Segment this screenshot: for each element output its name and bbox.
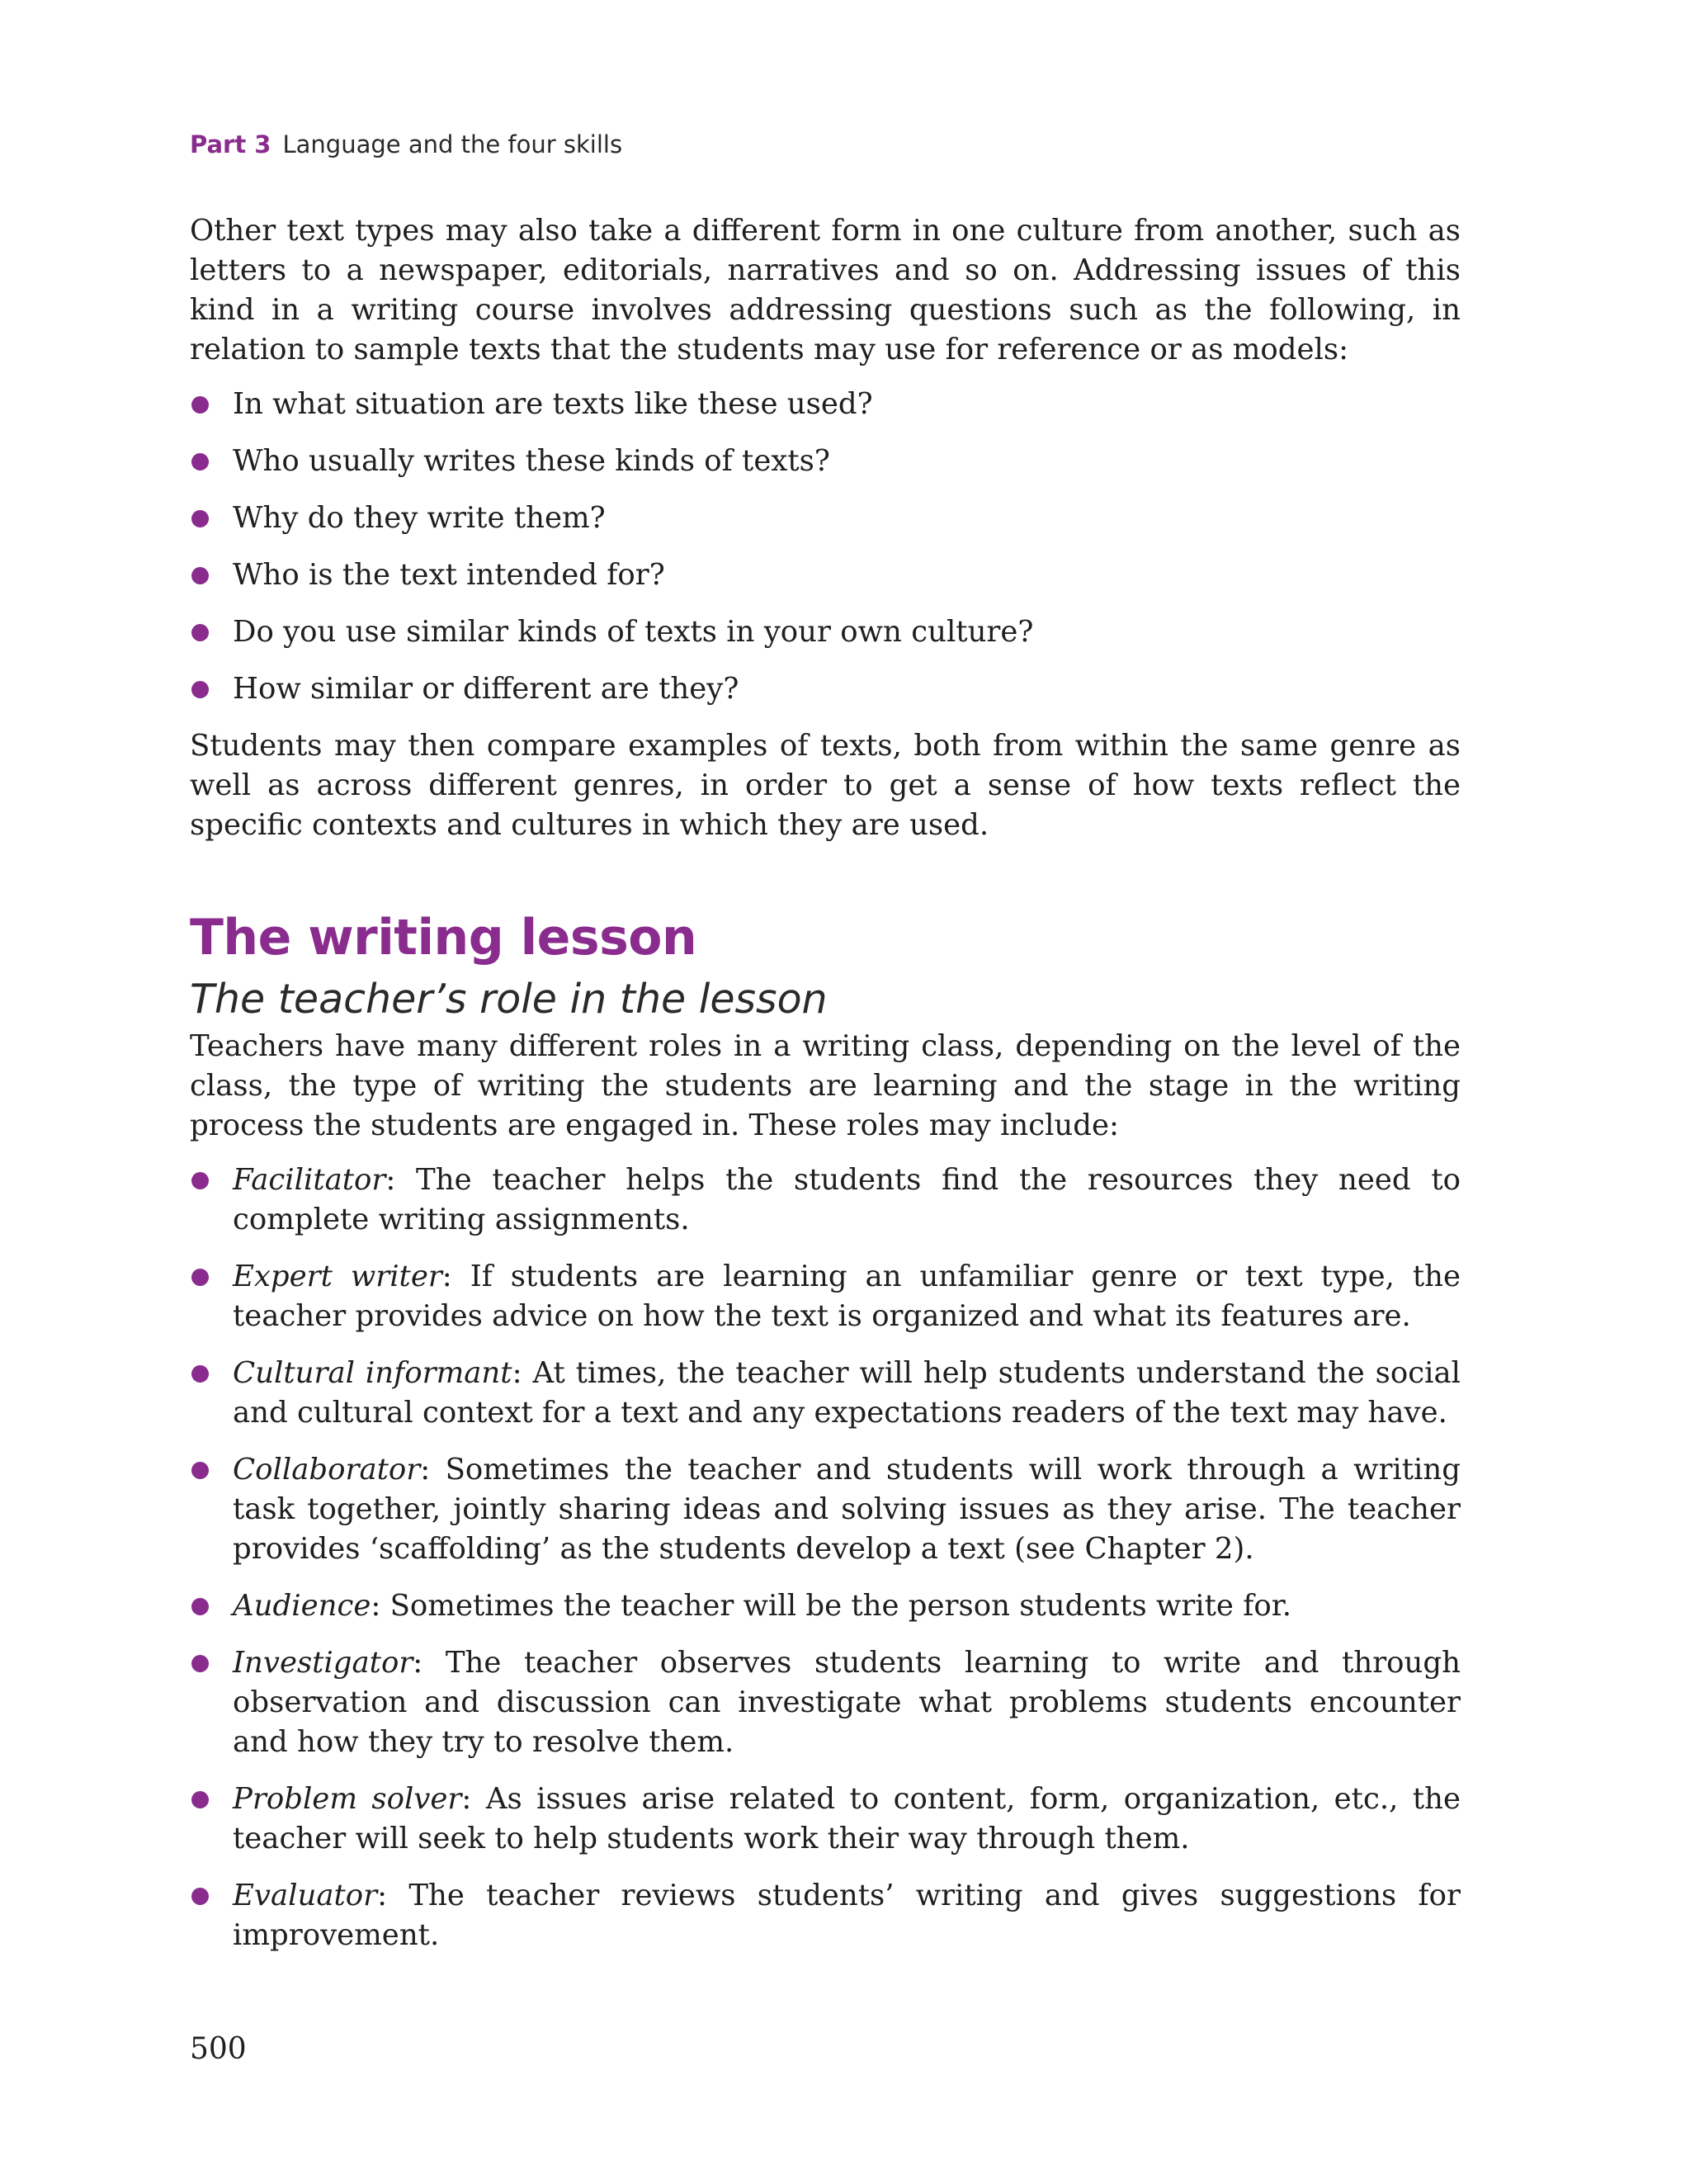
list-item	[190, 555, 1461, 595]
role-description: : Sometimes the teacher and students will work through a writing task together, jointly sharing ideas and solving issues as they arise. The teacher provides ‘scaffolding’ as the students develop a text (see Chapter 2).	[233, 1453, 1461, 1566]
roles-intro-paragraph: Teachers have many different roles in a writing class, depending on the level of the class, the type of writing the students are learning and the stage in the writing process the students are engaged in. These roles may include:	[190, 1029, 1461, 1142]
role-term: Cultural informant	[233, 1356, 512, 1390]
list-item	[190, 1586, 1461, 1626]
question-text: Why do they write them?	[233, 501, 606, 535]
role-term: Problem solver	[233, 1782, 462, 1816]
question-list	[190, 385, 1461, 709]
list-item	[190, 1876, 1461, 1955]
bullet-icon	[191, 1365, 209, 1383]
list-item	[190, 1161, 1461, 1240]
running-head-title: Language and the four skills	[282, 130, 623, 158]
page-number: 500	[190, 2032, 247, 2066]
bullet-icon	[191, 510, 209, 527]
question-text: Who is the text intended for?	[233, 558, 665, 592]
bullet-icon	[191, 1172, 209, 1189]
bullet-icon	[191, 453, 209, 470]
section-heading: The writing lesson	[190, 909, 697, 967]
page-content	[190, 211, 1461, 1973]
list-item	[190, 612, 1461, 652]
bullet-icon	[191, 1269, 209, 1286]
roles-list	[190, 1161, 1461, 1955]
question-text: Do you use similar kinds of texts in your own culture?	[233, 615, 1034, 649]
role-description: : The teacher reviews students’ writing and gives suggestions for improvement.	[233, 1879, 1461, 1952]
list-item	[190, 669, 1461, 709]
bullet-icon	[191, 1462, 209, 1479]
role-description: : Sometimes the teacher will be the person students write for.	[371, 1589, 1292, 1623]
running-head	[190, 130, 622, 158]
role-term: Investigator	[233, 1646, 413, 1680]
bullet-icon	[191, 681, 209, 698]
bullet-icon	[191, 1655, 209, 1672]
role-description: : As issues arise related to content, form, organization, etc., the teacher will seek to help students work their way through them.	[233, 1782, 1461, 1855]
bullet-icon	[191, 567, 209, 584]
bullet-icon	[191, 1791, 209, 1808]
role-description: : At times, the teacher will help students understand the social and cultural context for a text and any expectations readers of the text may have.	[233, 1356, 1461, 1430]
list-item	[190, 385, 1461, 424]
list-item	[190, 442, 1461, 481]
bullet-icon	[191, 1598, 209, 1615]
list-item	[190, 1780, 1461, 1859]
role-term: Facilitator	[233, 1163, 386, 1197]
list-item	[190, 1354, 1461, 1433]
role-term: Collaborator	[233, 1453, 421, 1487]
question-text: How similar or different are they?	[233, 672, 739, 706]
bullet-icon	[191, 1888, 209, 1905]
role-term: Expert writer	[233, 1260, 442, 1293]
role-description: : If students are learning an unfamiliar genre or text type, the teacher provides advice on how the text is organized and what its features are.	[233, 1260, 1461, 1333]
question-text: Who usually writes these kinds of texts?	[233, 444, 830, 478]
intro-paragraph: Other text types may also take a different form in one culture from another, such as letters to a newspaper, editorials, narratives and so on. Addressing issues of this kind in a writing course involves addressing questions such as the following, in relation to sample texts that the students may use for reference or as models:	[190, 214, 1461, 366]
role-term: Audience	[233, 1589, 371, 1623]
list-item	[190, 499, 1461, 538]
role-term: Evaluator	[233, 1879, 378, 1912]
list-item	[190, 1643, 1461, 1762]
role-description: : The teacher observes students learning to write and through observation and discussion can investigate what problems students encounter and how they try to resolve them.	[233, 1646, 1461, 1759]
question-text: In what situation are texts like these used?	[233, 387, 873, 421]
list-item	[190, 1450, 1461, 1569]
book-page	[190, 0, 1461, 2184]
compare-paragraph: Students may then compare examples of texts, both from within the same genre as well as across different genres, in order to get a sense of how texts reflect the specific contexts and cultures in which they are used.	[190, 729, 1461, 842]
running-head-part: Part 3	[190, 130, 271, 158]
role-description: : The teacher helps the students find the resources they need to complete writing assignments.	[233, 1163, 1461, 1236]
list-item	[190, 1257, 1461, 1336]
subheading: The teacher’s role in the lesson	[190, 976, 828, 1023]
bullet-icon	[191, 396, 209, 414]
bullet-icon	[191, 624, 209, 641]
